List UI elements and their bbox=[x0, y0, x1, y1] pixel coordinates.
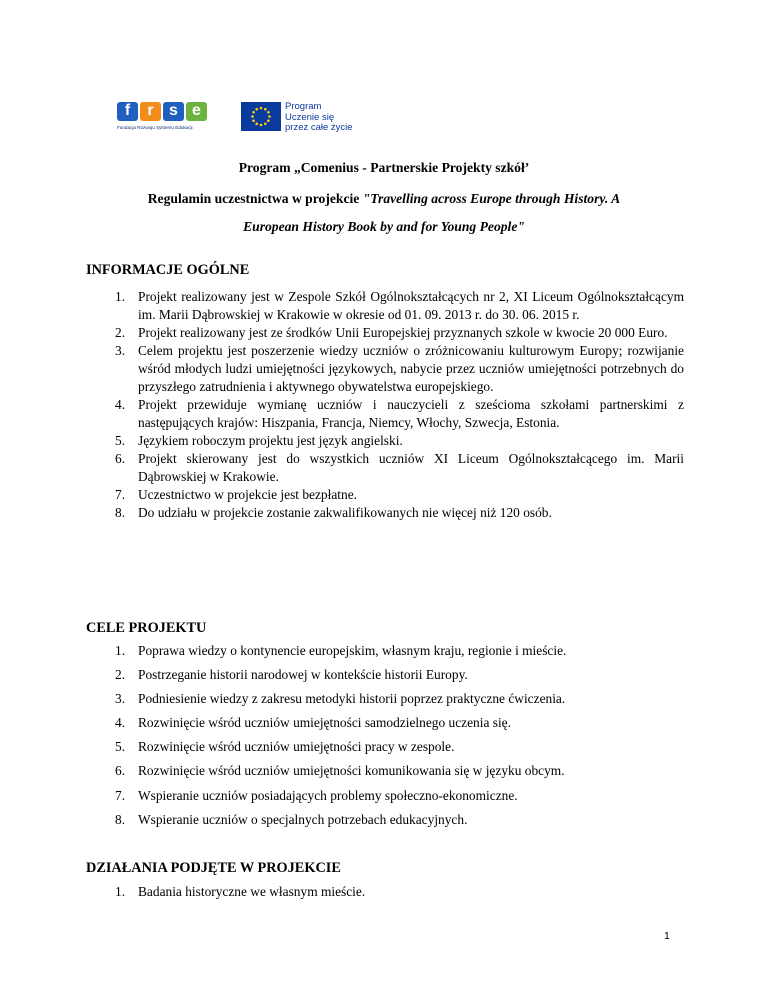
list-item: 3. Celem projektu jest poszerzenie wiedzy uczniów o zróżnicowaniu kulturowym Europy; rozwijanie wśród młodych ludzi umiejętności językowych, nabycie przez uczniów umiejętności potrzebnych do przyszłego zatrudnienia i aktywnego obywatelstwa europejskiego. bbox=[115, 343, 684, 394]
eu-program-line-2: Uczenie się bbox=[285, 111, 335, 123]
list-item: 8. Wspieranie uczniów o specjalnych potrzebach edukacyjnych. bbox=[115, 811, 468, 827]
list-item: 2. Postrzeganie historii narodowej w kontekście historii Europy. bbox=[115, 667, 468, 683]
document-title-line-3 bbox=[0, 219, 768, 235]
page-number: 1 bbox=[664, 930, 670, 942]
document-title-line-1: Program „Comenius - Partnerskie Projekty szkół’ bbox=[238, 160, 530, 175]
list-item: 1. Poprawa wiedzy o kontynencie europejskim, własnym kraju, regionie i mieście. bbox=[115, 643, 567, 658]
logos-bar bbox=[117, 102, 353, 136]
frse-letter-s: s bbox=[163, 102, 184, 121]
list-item: 7. Uczestnictwo w projekcie jest bezpłatne. bbox=[115, 487, 357, 502]
title-prefix: Regulamin uczestnictwa w projekcie bbox=[147, 191, 363, 206]
document-title-line-2 bbox=[0, 191, 768, 207]
general-info-list bbox=[115, 288, 684, 522]
frse-letter-e: e bbox=[186, 102, 207, 121]
list-item: 1. Projekt realizowany jest w Zespole Szkół Ogólnokształcących nr 2, XI Liceum Ogólnokształcącym im. Marii Dąbrowskiej w Krakowie w okresie od 01. 09. 2013 r. do 30. 06. 2015 r. bbox=[115, 289, 684, 322]
list-item: 6. Rozwinięcie wśród uczniów umiejętności komunikowania się w języku obcym. bbox=[115, 763, 565, 779]
list-item: 2. Projekt realizowany jest ze środków Unii Europejskiej przyznanych szkole w kwocie 20 000 Euro. bbox=[115, 325, 668, 340]
section-heading-activities: DZIAŁANIA PODJĘTE W PROJEKCIE bbox=[86, 860, 341, 876]
project-activities-list bbox=[115, 883, 684, 901]
eu-program-text bbox=[285, 102, 353, 134]
frse-letter-f: f bbox=[117, 102, 138, 121]
frse-letter-r: r bbox=[140, 102, 161, 121]
list-item: 8. Do udziału w projekcie zostanie zakwalifikowanych nie więcej niż 120 osób. bbox=[115, 505, 552, 520]
section-heading-goals: CELE PROJEKTU bbox=[86, 620, 207, 636]
list-item: 4. Projekt przewiduje wymianę uczniów i nauczycieli z sześcioma szkołami partnerskimi z następujących krajów: Hiszpania, Francja, Niemcy, Włochy, Szwecja, Estonia. bbox=[115, 397, 684, 430]
frse-logo bbox=[117, 102, 209, 136]
list-item: 6. Projekt skierowany jest do wszystkich uczniów XI Liceum Ogólnokształcącego im. Marii Dąbrowskiej w Krakowie. bbox=[115, 451, 684, 484]
eu-program-line-3: przez całe życie bbox=[285, 122, 353, 133]
list-item: 1. Badania historyczne we własnym mieście. bbox=[115, 884, 366, 899]
list-item: 7. Wspieranie uczniów posiadających problemy społeczno-ekonomiczne. bbox=[115, 787, 518, 803]
section-heading-general: INFORMACJE OGÓLNE bbox=[86, 262, 250, 278]
eu-program-logo bbox=[241, 102, 353, 134]
project-goals-list bbox=[115, 642, 684, 835]
list-item: 5. Rozwinięcie wśród uczniów umiejętności pracy w zespole. bbox=[115, 739, 455, 755]
frse-caption: Fundacja Rozwoju Systemu Edukacji bbox=[117, 125, 193, 130]
eu-flag-icon bbox=[241, 102, 281, 131]
project-name-part-1: "Travelling across Europe through History. A bbox=[362, 191, 621, 206]
eu-program-line-1: Program bbox=[285, 101, 322, 112]
list-item: 3. Podniesienie wiedzy z zakresu metodyki historii poprzez praktyczne ćwiczenia. bbox=[115, 691, 566, 707]
list-item: 4. Rozwinięcie wśród uczniów umiejętności samodzielnego uczenia się. bbox=[115, 715, 511, 731]
list-item: 5. Językiem roboczym projektu jest język angielski. bbox=[115, 433, 403, 448]
project-name-part-2: European History Book by and for Young People" bbox=[243, 219, 525, 234]
